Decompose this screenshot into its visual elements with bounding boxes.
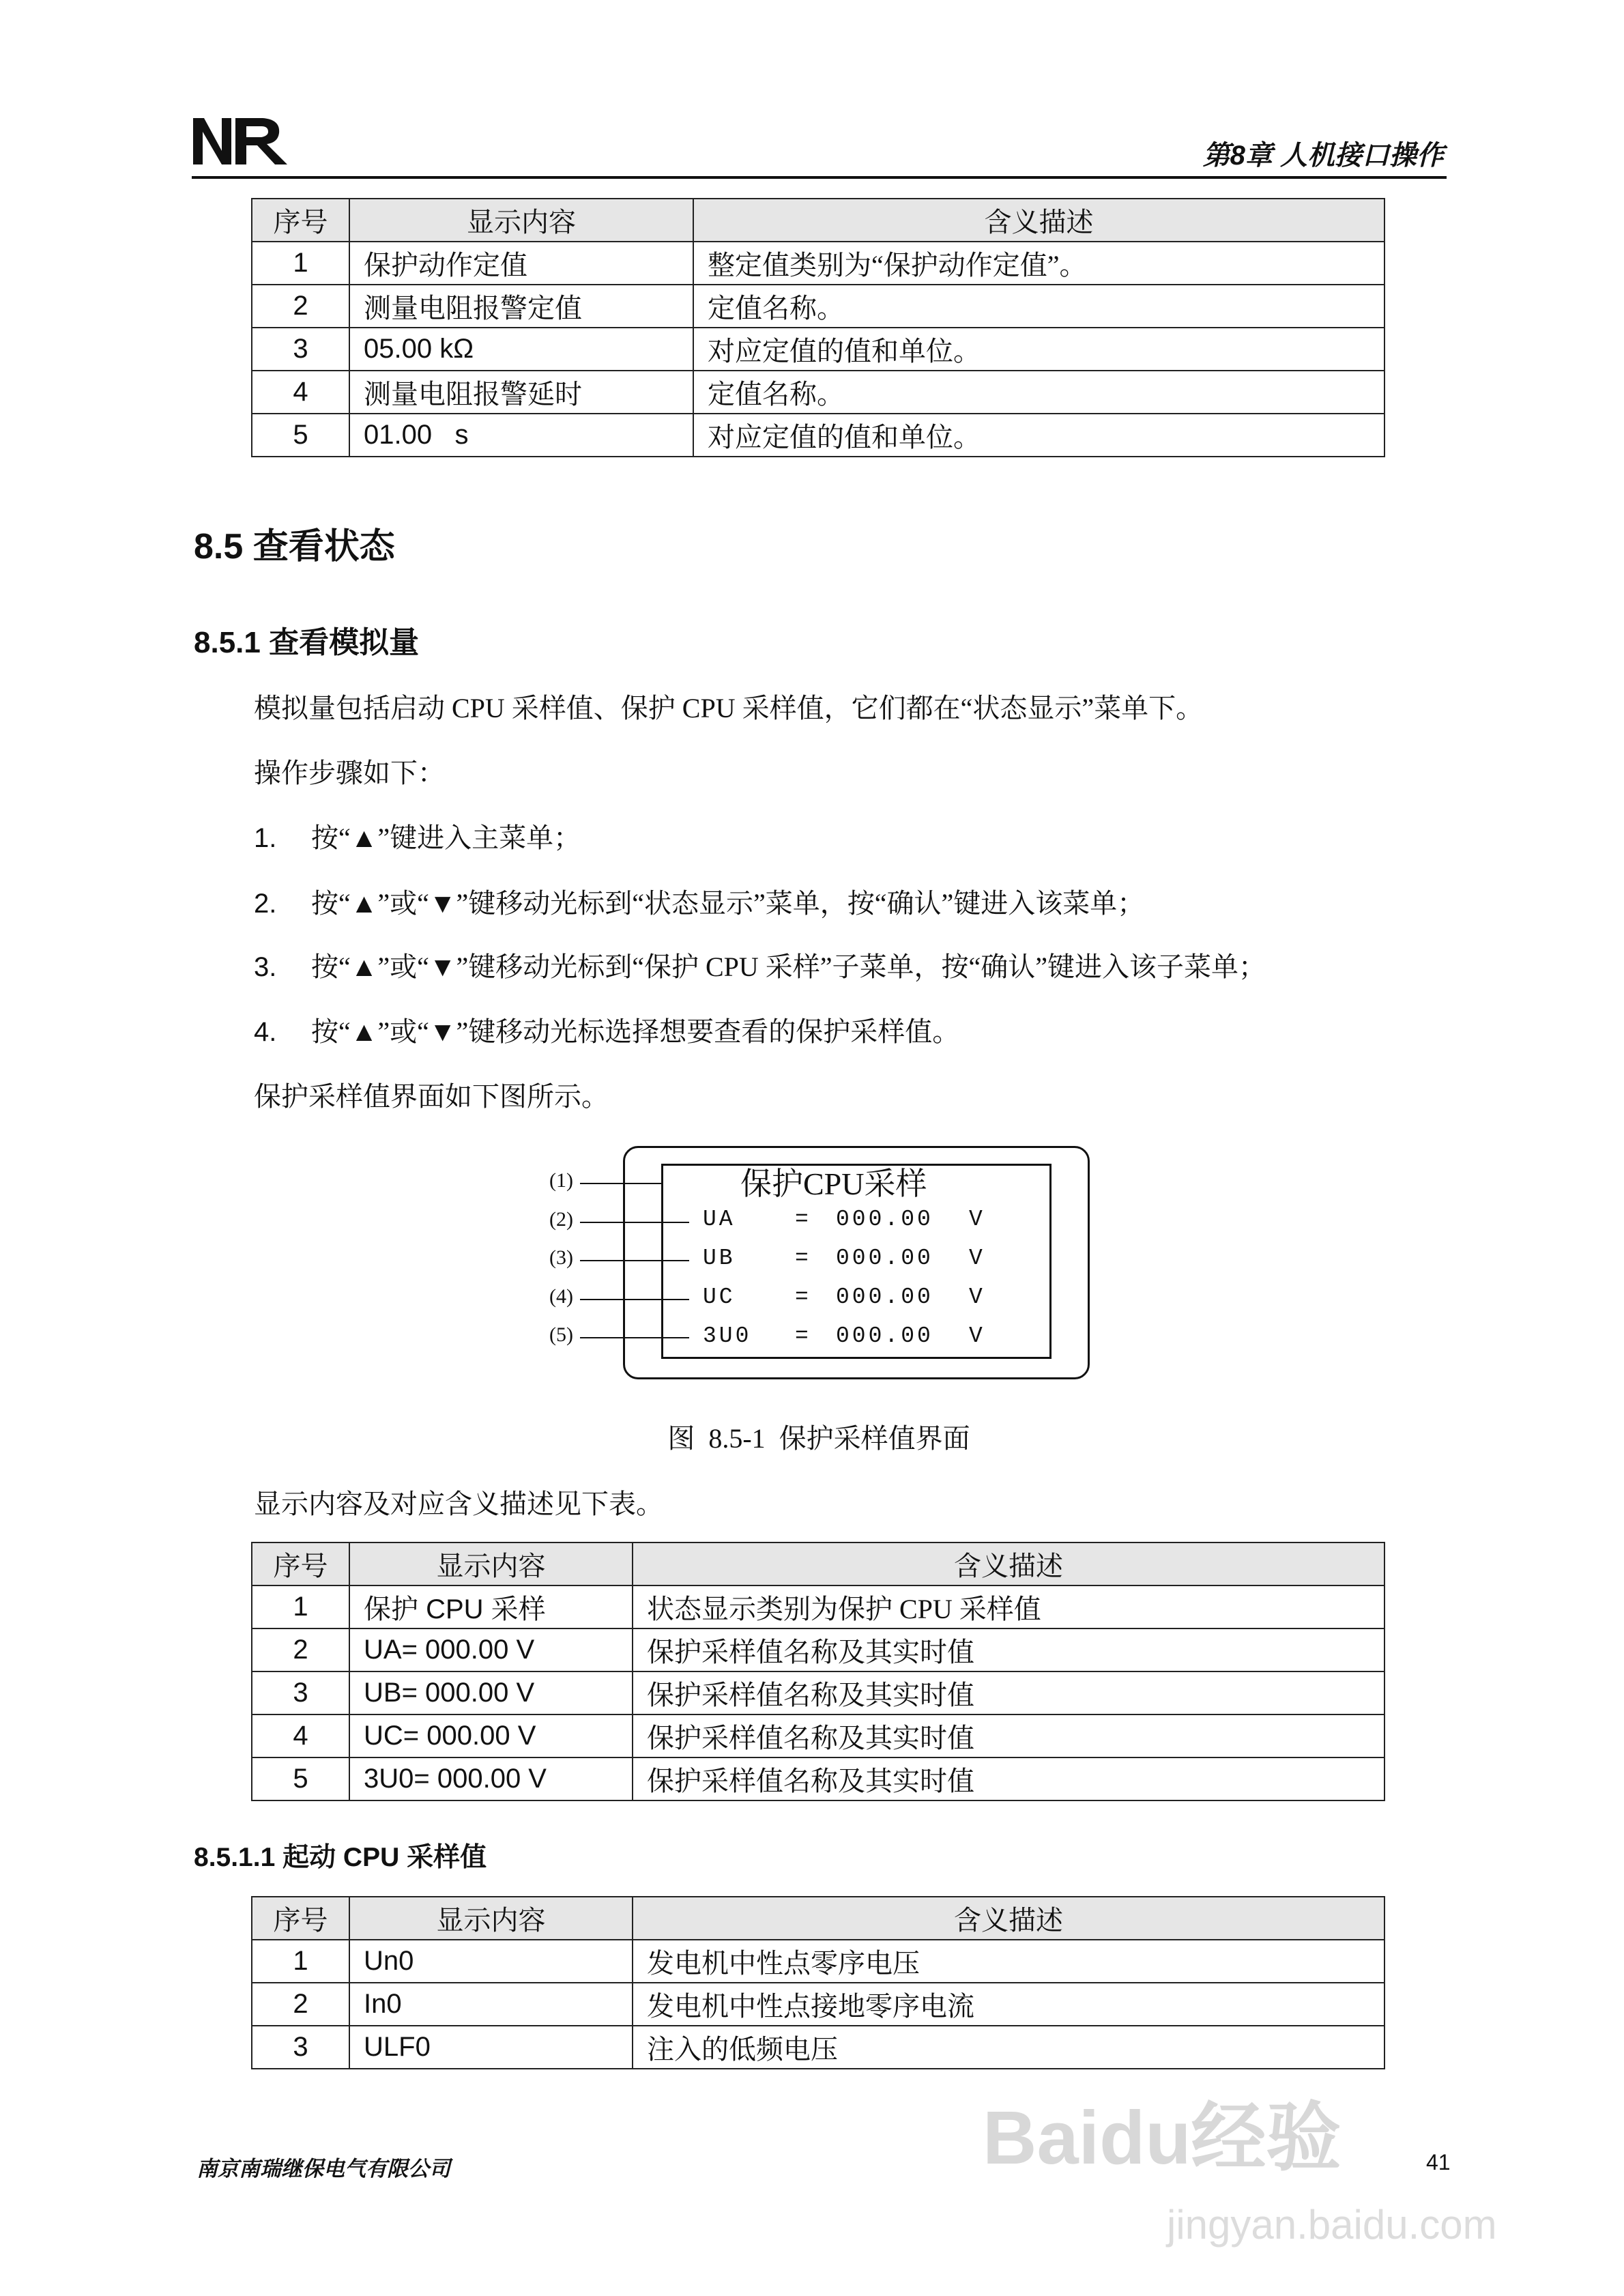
step-number: 4.	[254, 1017, 277, 1047]
cell: 保护采样值名称及其实时值	[633, 1757, 1384, 1800]
nr-logo	[192, 115, 289, 166]
cell: 1	[252, 1585, 349, 1628]
cell: 注入的低频电压	[633, 2026, 1384, 2069]
table-row	[252, 1757, 1384, 1800]
table-header-row	[252, 1542, 1384, 1585]
table-row	[252, 371, 1384, 414]
cell: 状态显示类别为保护 CPU 采样值	[633, 1585, 1384, 1628]
lcd-value: 000.00	[836, 1323, 933, 1349]
cell: 保护 CPU 采样	[349, 1585, 633, 1628]
figure-caption: 图 8.5-1 保护采样值界面	[667, 1423, 970, 1454]
lcd-value: 000.00	[836, 1246, 933, 1271]
cell: 2	[252, 1983, 349, 2026]
lcd-row	[703, 1285, 985, 1310]
table-row	[252, 1714, 1384, 1757]
cell: 5	[252, 1757, 349, 1800]
cell: 定值名称。	[693, 285, 1384, 328]
chapter-title: 第8章 人机接口操作	[1202, 141, 1444, 171]
col-header: 显示内容	[349, 1897, 633, 1940]
leader-line	[580, 1183, 662, 1184]
cell: 05.00 kΩ	[349, 328, 693, 371]
lcd-unit: V	[969, 1246, 985, 1271]
cell: Un0	[349, 1940, 633, 1983]
col-header: 含义描述	[693, 199, 1384, 242]
table-row	[252, 1585, 1384, 1628]
col-header: 含义描述	[633, 1897, 1384, 1940]
col-header: 序号	[252, 1542, 349, 1585]
cell: UC= 000.00 V	[349, 1714, 633, 1757]
lcd-row	[703, 1323, 985, 1349]
cell: 发电机中性点接地零序电流	[633, 1983, 1384, 2026]
col-header: 显示内容	[349, 199, 693, 242]
col-header: 序号	[252, 199, 349, 242]
cell: 1	[252, 1940, 349, 1983]
lcd-row	[703, 1246, 985, 1271]
header-rule	[192, 176, 1447, 179]
step-number: 2.	[254, 889, 277, 919]
cell: 3	[252, 2026, 349, 2069]
display-content-table	[251, 1542, 1385, 1801]
lcd-eq: =	[795, 1207, 811, 1232]
table-row	[252, 2026, 1384, 2069]
lcd-value: 000.00	[836, 1285, 933, 1310]
cell: 2	[252, 1628, 349, 1671]
table-row	[252, 285, 1384, 328]
cell: 测量电阻报警定值	[349, 285, 693, 328]
lcd-eq: =	[795, 1246, 811, 1271]
table-row	[252, 1628, 1384, 1671]
step-number: 1.	[254, 823, 277, 853]
step-number: 3.	[254, 952, 277, 982]
cell: 1	[252, 242, 349, 285]
table-row	[252, 242, 1384, 285]
lcd-unit: V	[969, 1285, 985, 1310]
cell: In0	[349, 1983, 633, 2026]
cell: ULF0	[349, 2026, 633, 2069]
subsubsection-heading: 8.5.1.1 起动 CPU 采样值	[194, 1843, 487, 1872]
step-text: 按“▲”键进入主菜单；	[311, 822, 581, 853]
paragraph-intro: 模拟量包括启动 CPU 采样值、保护 CPU 采样值，它们都在“状态显示”菜单下。	[254, 693, 1204, 723]
figure-label: (4)	[549, 1285, 573, 1308]
col-header: 显示内容	[349, 1542, 633, 1585]
col-header: 含义描述	[633, 1542, 1384, 1585]
lcd-row	[703, 1207, 985, 1232]
table-row	[252, 1671, 1384, 1714]
lcd-title: 保护CPU采样	[740, 1166, 927, 1201]
lcd-name: UC	[703, 1285, 736, 1310]
cell: 发电机中性点零序电压	[633, 1940, 1384, 1983]
setting-table	[251, 198, 1385, 457]
step-text: 按“▲”或“▼”键移动光标到“状态显示”菜单，按“确认”键进入该菜单；	[311, 888, 1145, 919]
lcd-value: 000.00	[836, 1207, 933, 1232]
cell: UB= 000.00 V	[349, 1671, 633, 1714]
cell: 对应定值的值和单位。	[693, 414, 1384, 457]
table-row	[252, 1983, 1384, 2026]
figure-label: (1)	[549, 1169, 573, 1192]
lcd-unit: V	[969, 1323, 985, 1349]
leader-line	[580, 1337, 689, 1338]
subsection-heading: 8.5.1 查看模拟量	[194, 626, 420, 659]
table-header-row	[252, 199, 1384, 242]
cell: 3	[252, 328, 349, 371]
lcd-name: 3U0	[703, 1323, 752, 1349]
cell: 定值名称。	[693, 371, 1384, 414]
figure-label: (2)	[549, 1208, 573, 1231]
step-text: 按“▲”或“▼”键移动光标选择想要查看的保护采样值。	[311, 1016, 960, 1047]
cell: 保护采样值名称及其实时值	[633, 1671, 1384, 1714]
step-item	[254, 1010, 959, 1049]
cell: 保护采样值名称及其实时值	[633, 1714, 1384, 1757]
lcd-name: UA	[703, 1207, 736, 1232]
startup-cpu-table	[251, 1896, 1385, 2069]
section-heading: 8.5 查看状态	[194, 527, 395, 566]
leader-line	[580, 1260, 689, 1261]
cell: 保护动作定值	[349, 242, 693, 285]
lcd-eq: =	[795, 1285, 811, 1310]
footer-company: 南京南瑞继保电气有限公司	[197, 2157, 450, 2181]
leader-line	[580, 1222, 689, 1223]
figure-label: (3)	[549, 1246, 573, 1269]
step-text: 按“▲”或“▼”键移动光标到“保护 CPU 采样”子菜单，按“确认”键进入该子菜单；	[311, 951, 1266, 982]
table-row	[252, 1940, 1384, 1983]
cell: 保护采样值名称及其实时值	[633, 1628, 1384, 1671]
table-header-row	[252, 1897, 1384, 1940]
step-item	[254, 882, 1144, 921]
cell: 4	[252, 371, 349, 414]
paragraph-figure-intro: 保护采样值界面如下图所示。	[254, 1081, 609, 1112]
table-row	[252, 328, 1384, 371]
lcd-name: UB	[703, 1246, 736, 1271]
cell: 测量电阻报警延时	[349, 371, 693, 414]
cell: 4	[252, 1714, 349, 1757]
cell: 5	[252, 414, 349, 457]
cell: 01.00 s	[349, 414, 693, 457]
baidu-watermark: Baidu经验	[983, 2096, 1342, 2180]
paragraph-table-intro: 显示内容及对应含义描述见下表。	[254, 1489, 663, 1519]
lcd-unit: V	[969, 1207, 985, 1232]
cell: 2	[252, 285, 349, 328]
lcd-eq: =	[795, 1323, 811, 1349]
table-row	[252, 414, 1384, 457]
cell: 3	[252, 1671, 349, 1714]
paragraph-steps-intro: 操作步骤如下：	[254, 758, 445, 788]
cell: UA= 000.00 V	[349, 1628, 633, 1671]
cell: 整定值类别为“保护动作定值”。	[693, 242, 1384, 285]
col-header: 序号	[252, 1897, 349, 1940]
cell: 3U0= 000.00 V	[349, 1757, 633, 1800]
leader-line	[580, 1299, 689, 1300]
cell: 对应定值的值和单位。	[693, 328, 1384, 371]
figure-label: (5)	[549, 1323, 573, 1346]
step-item	[254, 816, 581, 855]
step-item	[254, 945, 1266, 984]
baidu-watermark-url: jingyan.baidu.com	[1167, 2202, 1497, 2248]
page-number: 41	[1426, 2150, 1451, 2175]
